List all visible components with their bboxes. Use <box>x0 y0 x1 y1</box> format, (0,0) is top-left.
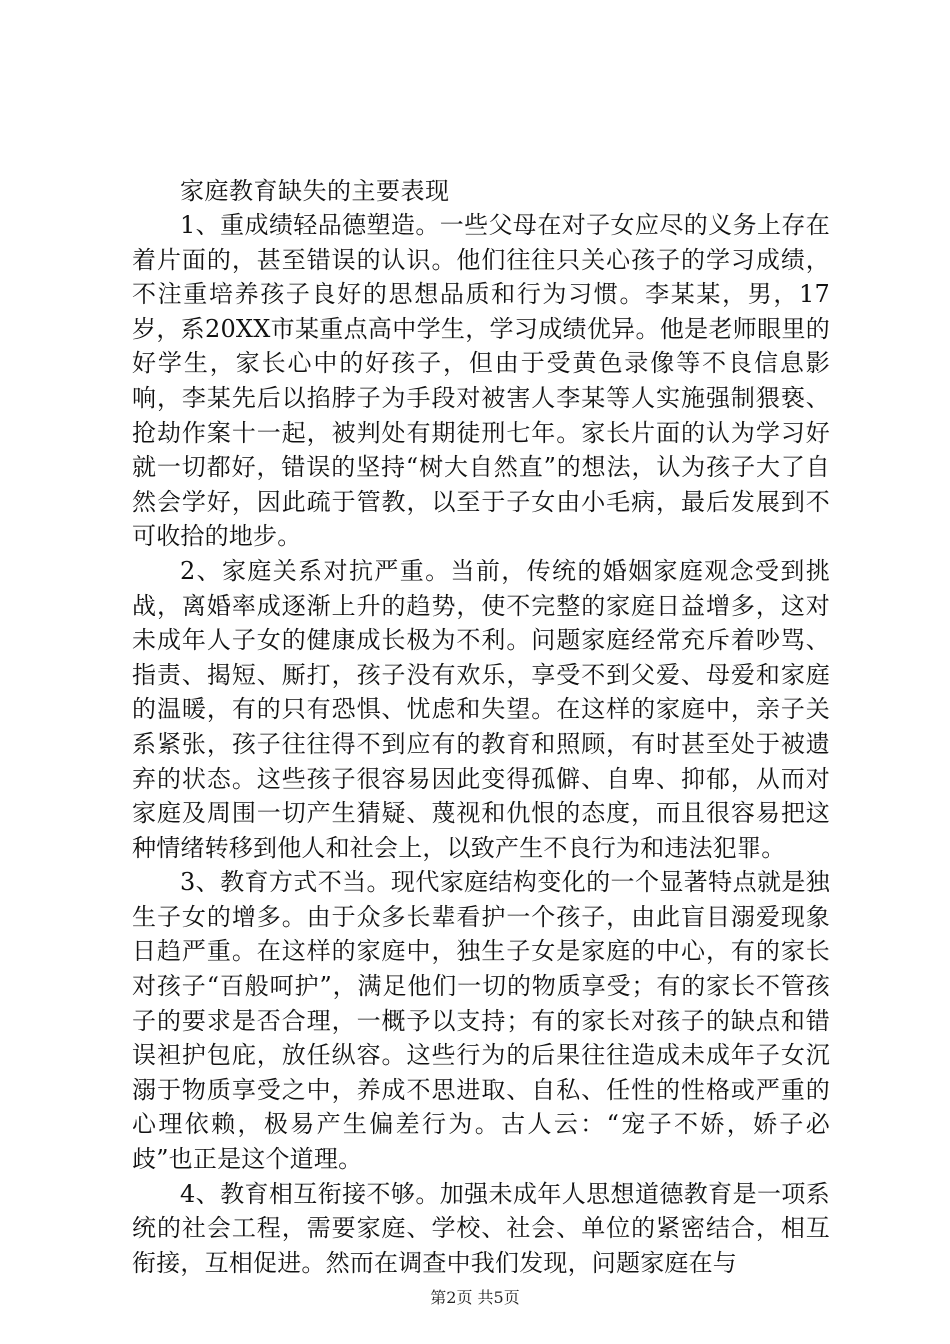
section-title: 家庭教育缺失的主要表现 <box>180 177 450 205</box>
paragraph-2: 2、家庭关系对抗严重。当前，传统的婚姻家庭观念受到挑战，离婚率成逐渐上升的趋势，使不完整的家庭日益增多，这对未成年人子女的健康成长极为不利。问题家庭经常充斥着吵骂、指责、揭短、厮打，孩子没有欢乐，享受不到父爱、母爱和家庭的温暖，有的只有恐惧、忧虑和失望。在这样的家庭中，亲子关系紧张，孩子往往得不到应有的教育和照顾，有时甚至处于被遗弃的状态。这些孩子很容易因此变得孤僻、自卑、抑郁，从而对家庭及周围一切产生猜疑、蔑视和仇恨的态度，而且很容易把这种情绪转移到他人和社会上，以致产生不良行为和违法犯罪。 <box>132 556 830 862</box>
paragraph-1: 1、重成绩轻品德塑造。一些父母在对子女应尽的义务上存在着片面的，甚至错误的认识。他们往往只关心孩子的学习成绩，不注重培养孩子良好的思想品质和行为习惯。李某某，男，17岁，系20XX市某重点高中学生，学习成绩优异。他是老师眼里的好学生，家长心中的好孩子，但由于受黄色录像等不良信息影响，李某先后以掐脖子为手段对被害人李某等人实施强制猥亵、抢劫作案十一起，被判处有期徒刑七年。家长片面的认为学习好就一切都好，错误的坚持“树大自然直”的想法，认为孩子大了自然会学好，因此疏于管教，以至于子女由小毛病，最后发展到不可收拾的地步。 <box>132 211 830 551</box>
document-body <box>132 174 830 1280</box>
page-number-footer: 第2页 共5页 <box>430 1288 520 1307</box>
paragraph-4: 4、教育相互衔接不够。加强未成年人思想道德教育是一项系统的社会工程，需要家庭、学校、社会、单位的紧密结合，相互衔接，互相促进。然而在调查中我们发现，问题家庭在与 <box>132 1179 830 1277</box>
paragraph-3: 3、教育方式不当。现代家庭结构变化的一个显著特点就是独生子女的增多。由于众多长辈看护一个孩子，由此盲目溺爱现象日趋严重。在这样的家庭中，独生子女是家庭的中心，有的家长对孩子“百般呵护”，满足他们一切的物质享受；有的家长不管孩子的要求是否合理，一概予以支持；有的家长对孩子的缺点和错误袒护包庇，放任纵容。这些行为的后果往往造成未成年子女沉溺于物质享受之中，养成不思进取、自私、任性的性格或严重的心理依赖，极易产生偏差行为。古人云：“宠子不娇，娇子必歧”也正是这个道理。 <box>132 868 830 1174</box>
